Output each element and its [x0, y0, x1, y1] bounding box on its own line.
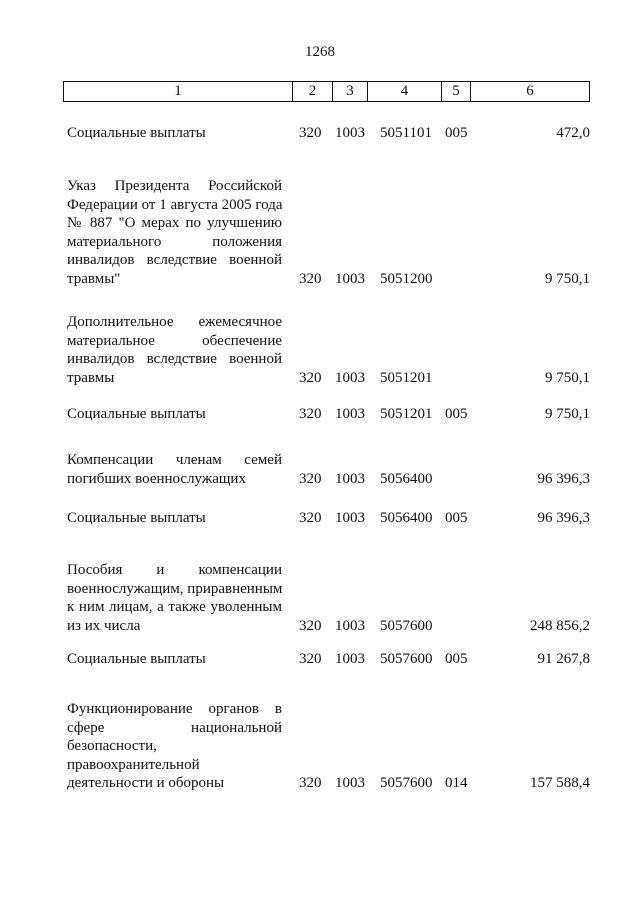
cell-col-4: 5057600 — [380, 651, 433, 667]
description-line: травмы" — [67, 270, 121, 287]
cell-col-6: 9 750,1 — [545, 270, 590, 287]
cell-col-2: 320 — [299, 617, 322, 634]
description-line: инвалидов вследствие военной — [67, 252, 282, 269]
description-line: деятельности и обороны — [67, 775, 225, 792]
cell-col-6: 472,0 — [556, 125, 590, 141]
description-line: материального положения — [67, 233, 282, 250]
cell-col-3: 1003 — [335, 651, 365, 667]
cell-col-6: 248 856,2 — [530, 617, 590, 634]
cell-col-3: 1003 — [335, 775, 365, 792]
table-row — [67, 451, 590, 488]
description-line: Указ Президента Российской — [67, 178, 282, 194]
row-description — [67, 509, 282, 528]
cell-col-2: 320 — [299, 510, 322, 526]
table-row — [67, 650, 590, 669]
description-line: Пособия и компенсации — [67, 562, 282, 578]
cell-col-4: 5051101 — [380, 125, 432, 141]
header-col-1: 1 — [64, 82, 293, 101]
description-line: инвалидов вследствие военной — [67, 351, 282, 368]
cell-col-6: 96 396,3 — [537, 470, 590, 487]
row-description — [67, 177, 282, 289]
description-line: Социальные выплаты — [67, 406, 206, 422]
header-col-3: 3 — [333, 82, 368, 101]
cell-col-2: 320 — [299, 125, 322, 141]
cell-col-4: 5051200 — [380, 270, 433, 287]
description-line: Функционирование органов в — [67, 701, 282, 717]
cell-col-6: 91 267,8 — [537, 651, 590, 667]
cell-col-4: 5057600 — [380, 617, 433, 634]
row-description — [67, 451, 282, 488]
description-line: военнослужащим, приравненным — [67, 580, 283, 597]
cell-col-6: 157 588,4 — [530, 775, 590, 792]
description-line: правоохранительной — [67, 756, 200, 773]
description-line: Социальные выплаты — [67, 510, 206, 526]
table-row — [67, 177, 590, 289]
description-line: Компенсации членам семей — [67, 452, 282, 468]
cell-col-6: 96 396,3 — [537, 510, 590, 526]
cell-col-5: 014 — [445, 775, 468, 792]
row-description — [67, 561, 282, 635]
description-line: Социальные выплаты — [67, 125, 206, 141]
cell-col-3: 1003 — [335, 270, 365, 287]
cell-col-3: 1003 — [335, 406, 365, 422]
row-description — [67, 405, 282, 424]
table-row — [67, 561, 590, 635]
cell-col-3: 1003 — [335, 510, 365, 526]
cell-col-2: 320 — [299, 775, 322, 792]
page-number: 1268 — [305, 44, 335, 60]
description-line: погибших военнослужащих — [67, 470, 246, 487]
row-description — [67, 650, 282, 669]
cell-col-3: 1003 — [335, 369, 365, 386]
cell-col-5: 005 — [445, 125, 468, 141]
table-row — [67, 124, 590, 143]
cell-col-2: 320 — [299, 406, 322, 422]
table-row — [67, 700, 590, 793]
description-line: из их числа — [67, 617, 141, 634]
cell-col-5: 005 — [445, 406, 468, 422]
description-line: сфере национальной — [67, 719, 282, 736]
description-line: к ним лицам, а также уволенным — [67, 599, 282, 616]
cell-col-2: 320 — [299, 651, 322, 667]
description-line: материальное обеспечение — [67, 332, 282, 349]
description-line: Социальные выплаты — [67, 651, 206, 667]
header-col-6: 6 — [526, 83, 534, 99]
description-line: Дополнительное ежемесячное — [67, 314, 282, 330]
header-col-2: 2 — [293, 82, 333, 101]
row-description — [67, 700, 282, 793]
cell-col-5: 005 — [445, 510, 468, 526]
cell-col-2: 320 — [299, 270, 322, 287]
cell-col-2: 320 — [299, 369, 322, 386]
cell-col-4: 5051201 — [380, 369, 433, 386]
row-description — [67, 313, 282, 387]
header-col-5: 5 — [442, 82, 471, 101]
table-row — [67, 509, 590, 528]
cell-col-4: 5056400 — [380, 510, 433, 526]
cell-col-2: 320 — [299, 470, 322, 487]
cell-col-4: 5056400 — [380, 470, 433, 487]
cell-col-3: 1003 — [335, 125, 365, 141]
row-description — [67, 124, 282, 143]
table-row — [67, 313, 590, 387]
cell-col-4: 5057600 — [380, 775, 433, 792]
cell-col-4: 5051201 — [380, 406, 433, 422]
table-row — [67, 405, 590, 424]
description-line: травмы — [67, 369, 115, 386]
cell-col-6: 9 750,1 — [545, 369, 590, 386]
description-line: Федерации от 1 августа 2005 года — [67, 196, 283, 213]
table-header — [63, 81, 590, 102]
cell-col-6: 9 750,1 — [545, 406, 590, 422]
cell-col-3: 1003 — [335, 470, 365, 487]
cell-col-5: 005 — [445, 651, 468, 667]
header-col-4: 4 — [368, 82, 442, 101]
description-line: № 887 "О мерах по улучшению — [67, 215, 282, 232]
description-line: безопасности, — [67, 738, 157, 755]
cell-col-3: 1003 — [335, 617, 365, 634]
